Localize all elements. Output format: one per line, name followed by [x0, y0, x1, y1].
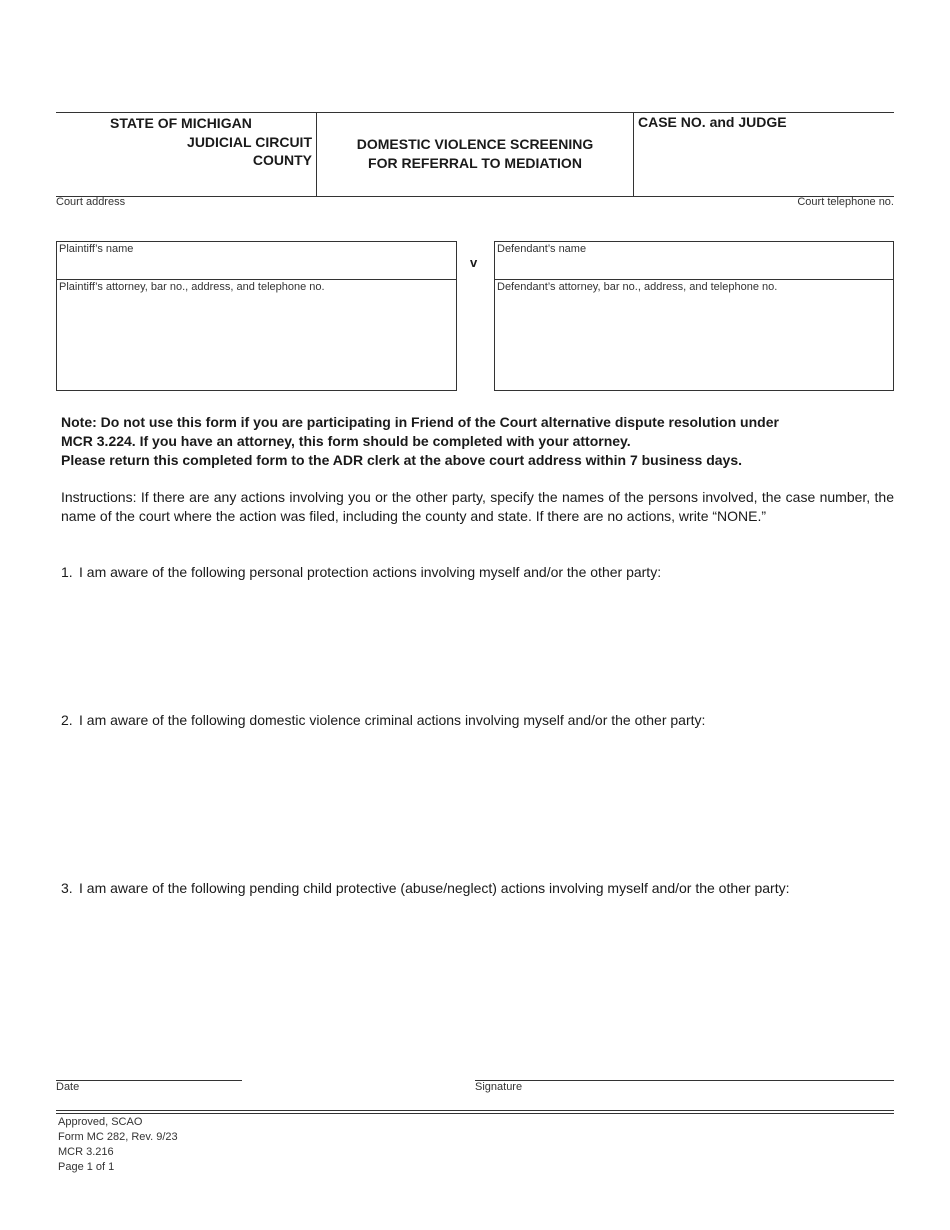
header-divider-right [633, 112, 634, 196]
county-label: COUNTY [252, 152, 312, 168]
footer-block [58, 1115, 178, 1175]
footer-approved: Approved, SCAO [58, 1116, 143, 1128]
state-label: STATE OF MICHIGAN [110, 115, 252, 131]
defendant-box-divider [495, 279, 893, 280]
footer-form-number: Form MC 282, Rev. 9/23 [58, 1131, 178, 1143]
form-title-line2: FOR REFERRAL TO MEDIATION [368, 155, 582, 171]
footer-page-number: Page 1 of 1 [58, 1161, 115, 1173]
plaintiff-box-divider [57, 279, 456, 280]
footer-rule-reference: MCR 3.216 [58, 1146, 114, 1158]
date-label: Date [56, 1081, 80, 1093]
versus-label: v [470, 255, 478, 270]
judicial-circuit-label: JUDICIAL CIRCUIT [187, 134, 312, 150]
item-text: I am aware of the following pending child protective (abuse/neglect) actions involving myself and/or the other party: [79, 880, 790, 896]
item-number: 3. [61, 880, 73, 896]
footer-rule-top [56, 1110, 894, 1111]
plaintiff-name-label[interactable]: Plaintiff’s name [59, 243, 134, 255]
item-child-protective[interactable] [61, 879, 790, 898]
signature-line[interactable] [475, 1080, 894, 1081]
defendant-name-label[interactable]: Defendant’s name [497, 243, 587, 255]
plaintiff-attorney-label[interactable]: Plaintiff’s attorney, bar no., address, and telephone no. [59, 281, 325, 293]
item-text: I am aware of the following domestic violence criminal actions involving myself and/or the other party: [79, 712, 706, 728]
note-line3: Please return this completed form to the ADR clerk at the above court address within 7 business days. [61, 452, 742, 468]
item-text: I am aware of the following personal protection actions involving myself and/or the other party: [79, 564, 662, 580]
court-telephone-label: Court telephone no. [797, 196, 894, 208]
case-number-field[interactable]: CASE NO. and JUDGE [638, 114, 787, 130]
item-domestic-violence[interactable] [61, 711, 705, 730]
item-number: 2. [61, 712, 73, 728]
signature-label: Signature [475, 1081, 523, 1093]
form-title-line1: DOMESTIC VIOLENCE SCREENING [356, 136, 594, 152]
note-block [61, 413, 894, 470]
defendant-attorney-label[interactable]: Defendant’s attorney, bar no., address, and telephone no. [497, 281, 778, 293]
header-top-rule [56, 112, 894, 113]
date-line[interactable] [56, 1080, 242, 1081]
item-number: 1. [61, 564, 73, 580]
plaintiff-box [56, 241, 457, 391]
instructions-text: Instructions: If there are any actions involving you or the other party, specify the names of the persons involved, the case number, the name of the court where the action was filed, including the county and state. If there are no actions, write “NONE.” [61, 489, 894, 524]
defendant-box [494, 241, 894, 391]
item-personal-protection[interactable] [61, 563, 661, 582]
footer-rule-bottom [56, 1113, 894, 1114]
header-bottom-rule [56, 196, 894, 197]
note-line2: MCR 3.224. If you have an attorney, this form should be completed with your attorney. [61, 433, 631, 449]
court-address-label: Court address [56, 196, 126, 208]
note-line1: Note: Do not use this form if you are participating in Friend of the Court alternative dispute resolution under [61, 414, 779, 430]
